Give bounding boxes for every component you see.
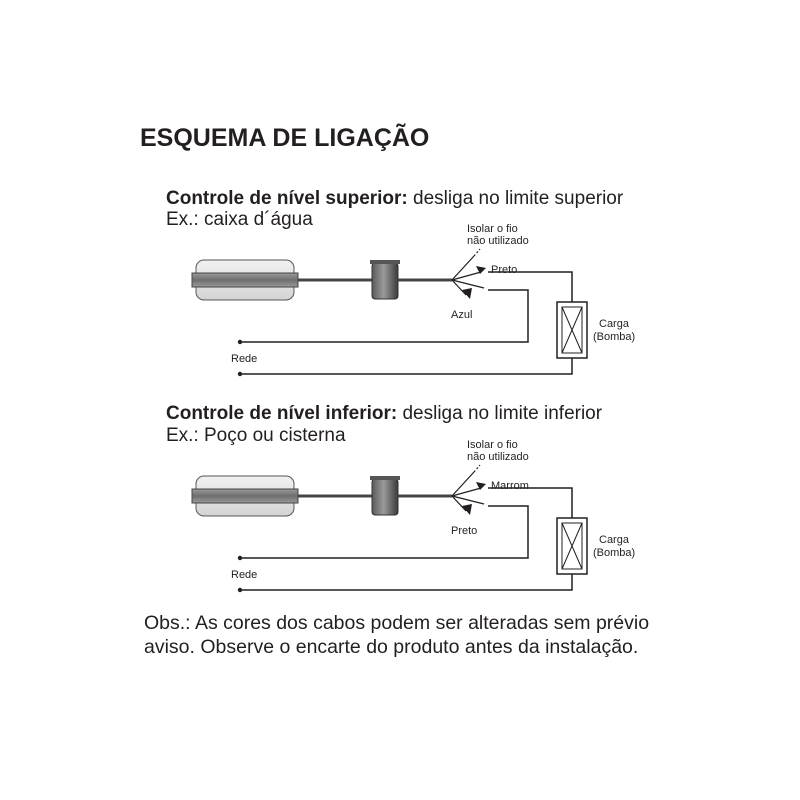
load-box — [557, 302, 587, 358]
bottom-wire — [452, 496, 484, 504]
wire-top-label: Marrom — [491, 480, 529, 492]
load-box — [557, 518, 587, 574]
arrow-icon — [462, 504, 472, 515]
isolate-label-2: não utilizado — [467, 451, 529, 463]
load-label-1: Carga — [599, 534, 629, 546]
float-switch — [192, 476, 298, 516]
bottom-wire — [452, 280, 484, 288]
section-1-example: Ex.: caixa d´água — [166, 209, 313, 230]
network-label: Rede — [231, 569, 258, 581]
wire-top-label: Preto — [491, 264, 518, 276]
load-label-2: (Bomba) — [593, 547, 636, 559]
wiring-diagram-lower — [0, 439, 800, 606]
wire-bottom-label: Azul — [451, 309, 473, 321]
float-switch — [192, 260, 298, 300]
isolate-label-1: Isolar o fio — [467, 223, 518, 235]
section-1-heading-rest: desliga no limite superior — [407, 188, 624, 209]
observation-note: Obs.: As cores dos cabos podem ser alteradas sem prévio aviso. Observe o encarte do produto antes da instalação. — [144, 612, 650, 658]
section-1-heading-bold: Controle de nível superior: — [166, 188, 408, 209]
section-2-heading-bold: Controle de nível inferior: — [166, 403, 398, 424]
counterweight — [370, 476, 400, 515]
page-title: ESQUEMA DE LIGAÇÃO — [140, 124, 430, 152]
wire-bottom-label: Preto — [451, 525, 478, 537]
section-2-example: Ex.: Poço ou cisterna — [166, 425, 346, 446]
load-label-2: (Bomba) — [593, 331, 636, 343]
section-2-heading — [166, 403, 602, 425]
arrow-icon — [462, 288, 472, 299]
counterweight — [370, 260, 400, 299]
isolate-label-2: não utilizado — [467, 235, 529, 247]
section-2-heading-rest: desliga no limite inferior — [397, 403, 603, 424]
wiring-diagram-upper — [0, 223, 800, 390]
section-1-heading — [166, 188, 623, 210]
isolate-label-1: Isolar o fio — [467, 439, 518, 451]
load-label-1: Carga — [599, 318, 629, 330]
network-label: Rede — [231, 353, 258, 365]
